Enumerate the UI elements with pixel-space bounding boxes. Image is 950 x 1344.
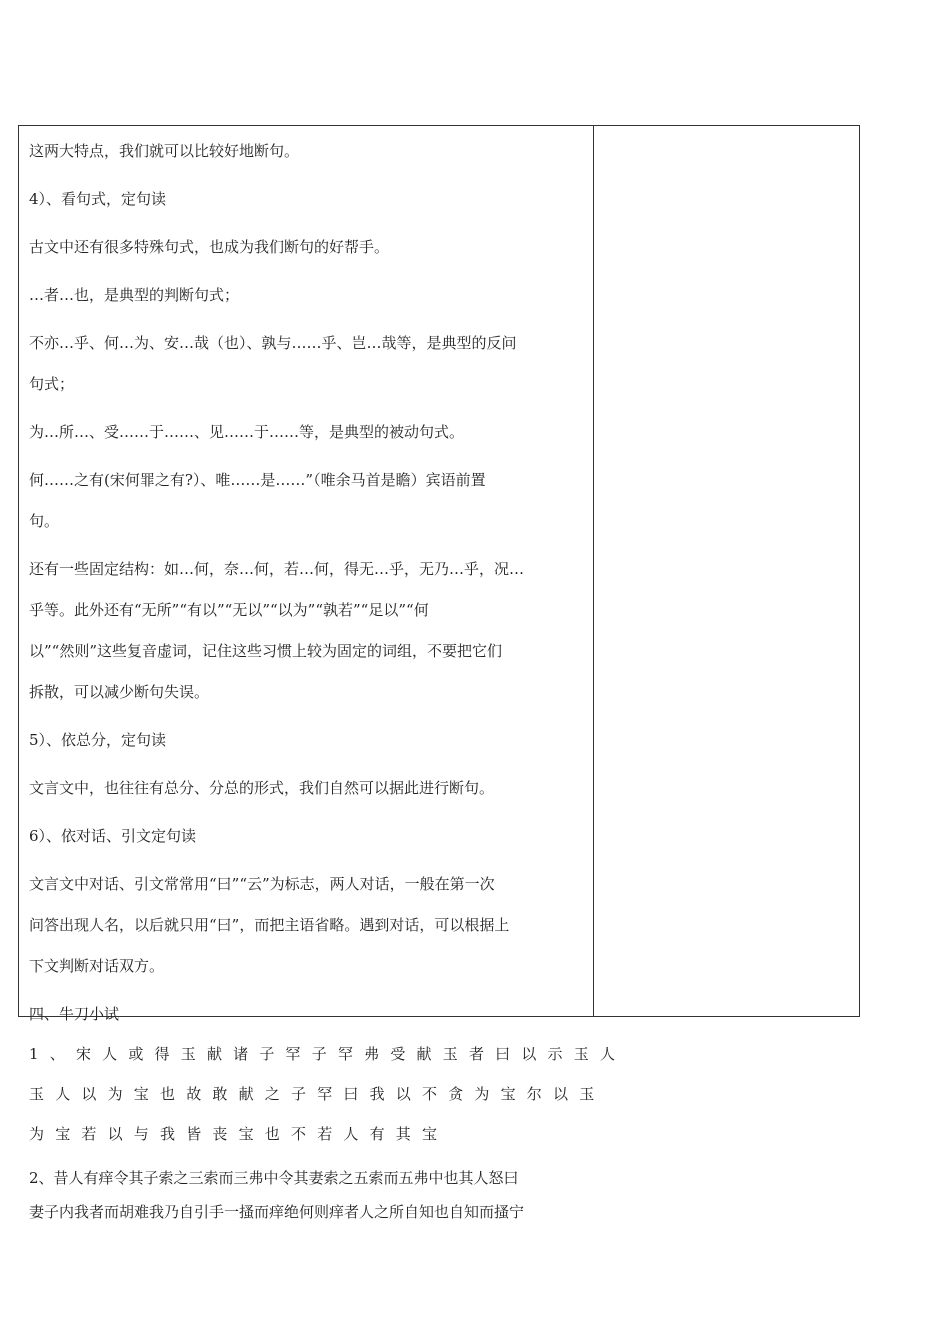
exercise-2-line: 2、昔人有痒令其子索之三索而三弗中令其妻索之五索而五弗中也其人怒曰 — [29, 1169, 519, 1187]
text-line: 文言文中，也往往有总分、分总的形式，我们自然可以据此进行断句。 — [29, 779, 495, 797]
section-heading-6: 6）、依对话、引文定句读 — [29, 827, 197, 845]
text-line: 不亦…乎、何…为、安…哉（也）、孰与……乎、岂…哉等，是典型的反问 — [29, 334, 517, 352]
main-column — [19, 126, 627, 1221]
text-line: 拆散，可以减少断句失误。 — [29, 683, 210, 701]
content-table — [18, 125, 860, 1221]
text-line: 问答出现人名，以后就只用“曰”，而把主语省略。遇到对话，可以根据上 — [29, 916, 510, 934]
text-line: 还有一些固定结构：如…何，奈…何，若…何，得无…乎，无乃…乎，况… — [29, 560, 525, 578]
text-line: 以”“然则”这些复音虚词，记住这些习惯上较为固定的词组，不要把它们 — [29, 642, 503, 660]
exercise-1-line: 1、宋人或得玉献诸子罕子罕弗受献玉者曰以示玉人 — [29, 1045, 627, 1063]
exercise-2-line: 妻子内我者而胡难我乃自引手一搔而痒绝何则痒者人之所自知也自知而搔宁 — [29, 1203, 525, 1221]
text-line: 句。 — [29, 512, 60, 530]
notes-column — [594, 126, 859, 1016]
text-line: 乎等。此外还有“无所”“有以”“无以”“以为”“孰若”“足以”“何 — [29, 601, 429, 619]
section-heading-4: 4）、看句式，定句读 — [29, 190, 167, 208]
text-line: 这两大特点，我们就可以比较好地断句。 — [29, 142, 300, 160]
text-line: 句式； — [29, 375, 75, 393]
text-line: 何……之有(宋何罪之有?）、唯……是……”（唯余马首是瞻）宾语前置 — [29, 471, 486, 489]
section-heading-exercise: 四、牛刀小试 — [29, 1005, 120, 1023]
text-line: 下文判断对话双方。 — [29, 957, 165, 975]
exercise-1-line: 为宝若以与我皆丧宝也不若人有其宝 — [29, 1125, 449, 1143]
text-line: …者…也，是典型的判断句式； — [29, 286, 240, 304]
text-line: 为…所…、受……于……、见……于……等，是典型的被动句式。 — [29, 423, 465, 441]
text-line: 文言文中对话、引文常常用“曰”“云”为标志，两人对话，一般在第一次 — [29, 875, 495, 893]
text-line: 古文中还有很多特殊句式，也成为我们断句的好帮手。 — [29, 238, 390, 256]
exercise-1-line: 玉人以为宝也故敢献之子罕曰我以不贪为宝尔以玉 — [29, 1085, 606, 1103]
section-heading-5: 5）、依总分，定句读 — [29, 731, 167, 749]
